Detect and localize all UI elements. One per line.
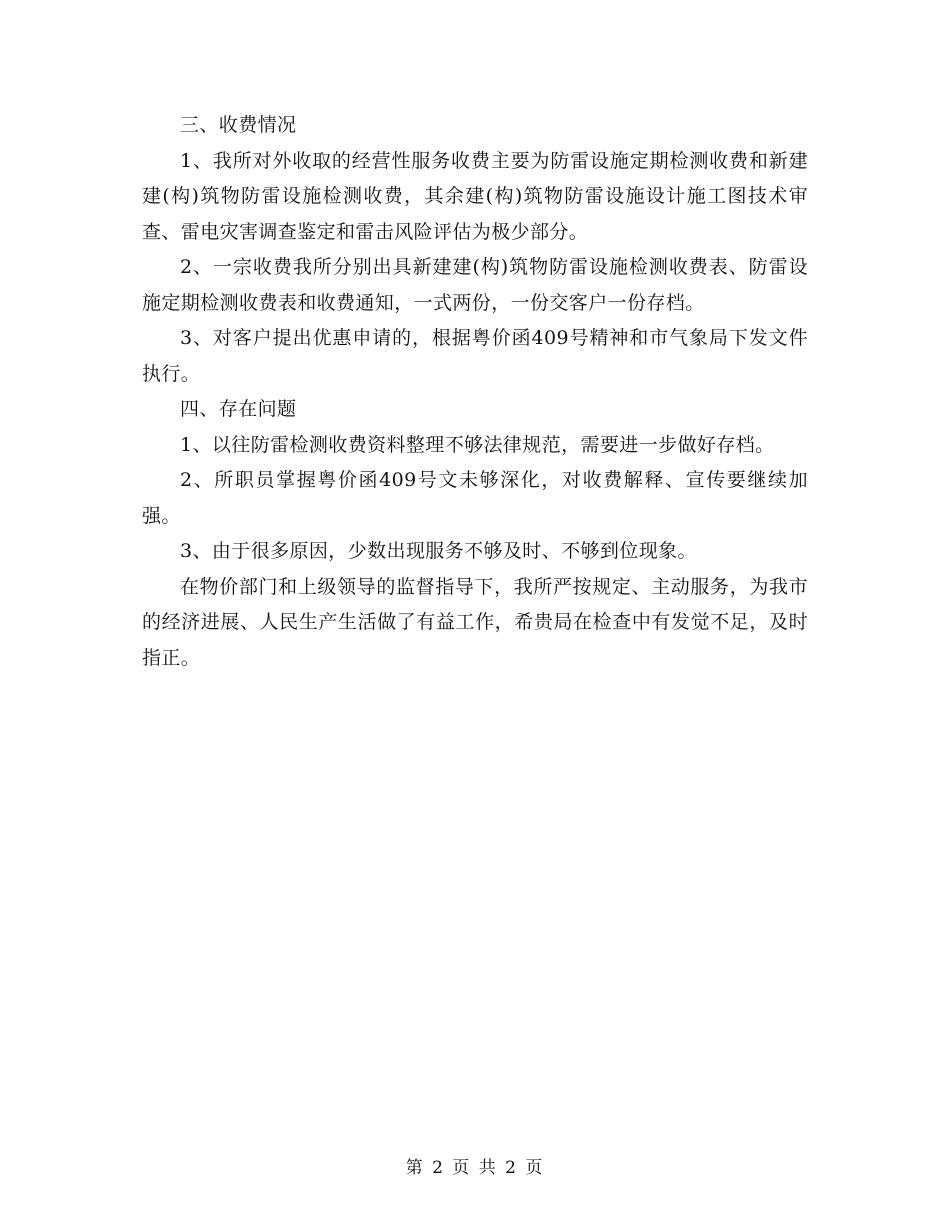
paragraph-problems-1: 1、以往防雷检测收费资料整理不够法律规范，需要进一步做好存档。 [180,433,775,456]
paragraph-fees-1: 1、我所对外收取的经营性服务收费主要为防雷设施定期检测收费和新建建(构)筑物防雷设施检测收费，其余建(构)筑物防雷设施设计施工图技术审查、雷电灾害调查鉴定和雷击风险评估为极少部分。 [142,149,808,243]
document-body [142,108,808,676]
paragraph-conclusion: 在物价部门和上级领导的监督指导下，我所严按规定、主动服务，为我市的经济进展、人民生产生活做了有益工作，希贵局在检查中有发觉不足，及时指正。 [142,575,808,669]
page-number-footer: 第 2 页 共 2 页 [405,1158,545,1178]
paragraph-problems-3: 3、由于很多原因，少数出现服务不够及时、不够到位现象。 [180,540,697,562]
section-heading-problems: 四、存在问题 [180,398,297,420]
paragraph-fees-2: 2、一宗收费我所分别出具新建建(构)筑物防雷设施检测收费表、防雷设施定期检测收费表和收费通知，一式两份，一份交客户一份存档。 [142,256,808,314]
paragraph-fees-3: 3、对客户提出优惠申请的，根据粤价函409号精神和市气象局下发文件执行。 [142,327,808,385]
section-heading-fees: 三、收费情况 [180,114,297,136]
paragraph-problems-2: 2、所职员掌握粤价函409号文未够深化，对收费解释、宣传要继续加强。 [142,469,808,527]
